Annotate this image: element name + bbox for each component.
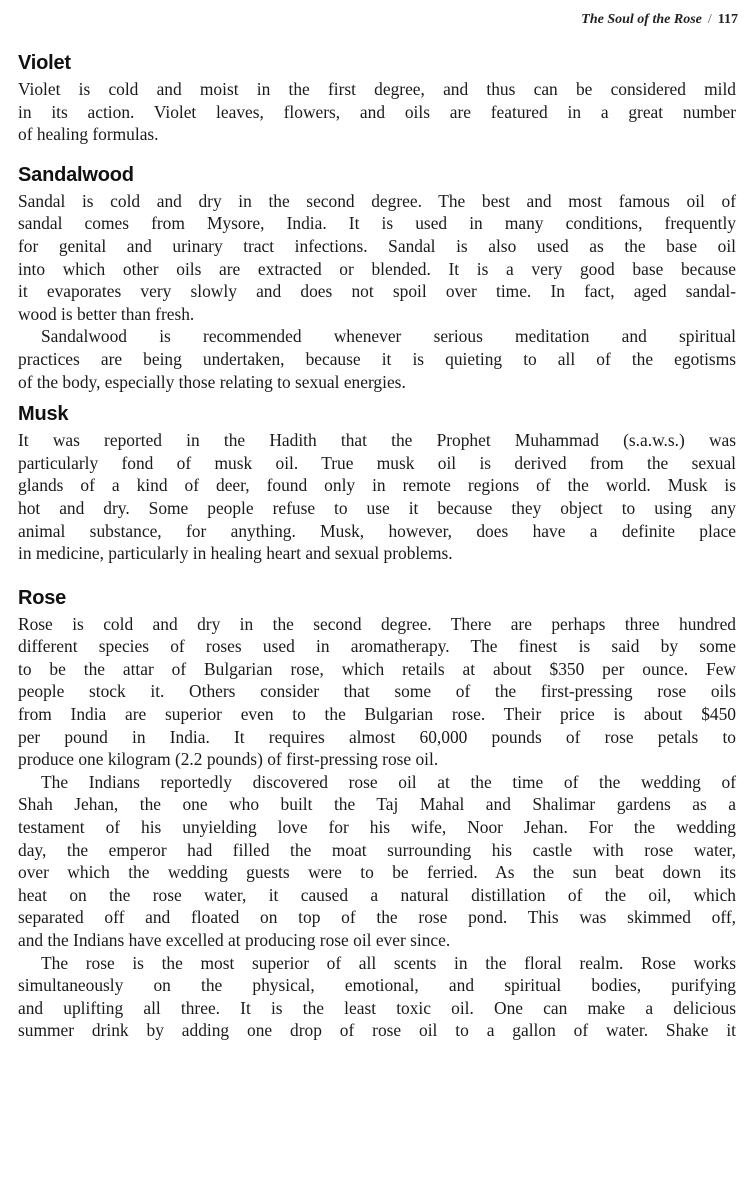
text-line: day, the emperor had filled the moat surrounding his castle with rose water, xyxy=(18,839,736,860)
paragraph xyxy=(18,771,736,952)
section-gap xyxy=(18,146,736,160)
text-line: in its action. Violet leaves, flowers, and oils are featured in a great number xyxy=(18,101,736,122)
section-sandalwood xyxy=(18,160,736,393)
text-line: wood is better than fresh. xyxy=(18,303,195,324)
text-line: different species of roses used in aromatherapy. The finest is said by some xyxy=(18,636,736,657)
text-line: to be the attar of Bulgarian rose, which retails at about $350 per ounce. Few xyxy=(18,658,736,679)
paragraph xyxy=(18,952,736,1042)
text-line: sandal comes from Mysore, India. It is used in many conditions, frequently xyxy=(18,213,736,234)
section-gap xyxy=(18,565,736,583)
text-line: of healing formulas. xyxy=(18,124,159,145)
running-head xyxy=(581,12,738,28)
running-head-title: The Soul of the Rose xyxy=(581,12,702,27)
paragraph xyxy=(18,190,736,326)
text-line: of the body, especially those relating to sexual energies. xyxy=(18,371,406,392)
section-violet xyxy=(18,48,736,146)
text-line: and uplifting all three. It is the least toxic oil. One can make a delicious xyxy=(18,997,736,1018)
text-line: it evaporates very slowly and does not spoil over time. In fact, aged sandal- xyxy=(18,281,736,302)
text-line: in medicine, particularly in healing heart and sexual problems. xyxy=(18,543,453,564)
text-line: heat on the rose water, it caused a natural distillation of the oil, which xyxy=(18,884,736,905)
text-line: per pound in India. It requires almost 60,000 pounds of rose petals to xyxy=(18,726,736,747)
text-line: Sandalwood is recommended whenever serious meditation and spiritual xyxy=(41,326,736,347)
text-line: produce one kilogram (2.2 pounds) of first-pressing rose oil. xyxy=(18,749,439,770)
text-line: summer drink by adding one drop of rose oil to a gallon of water. Shake it xyxy=(18,1020,736,1041)
paragraph xyxy=(18,429,736,565)
text-line: practices are being undertaken, because it is quieting to all of the egotisms xyxy=(18,348,736,369)
text-line: glands of a kind of deer, found only in remote regions of the world. Musk is xyxy=(18,475,736,496)
text-line: It was reported in the Hadith that the Prophet Muhammad (s.a.w.s.) was xyxy=(18,430,736,451)
text-line: for genital and urinary tract infections. Sandal is also used as the base oil xyxy=(18,235,736,256)
section-musk xyxy=(18,399,736,565)
section-heading: Sandalwood xyxy=(18,163,134,186)
text-line: simultaneously on the physical, emotional, and spiritual bodies, purifying xyxy=(18,975,736,996)
text-line: testament of his unyielding love for his wife, Noor Jehan. For the wedding xyxy=(18,817,736,838)
text-line: into which other oils are extracted or blended. It is a very good base because xyxy=(18,258,736,279)
running-head-separator: / xyxy=(707,12,712,27)
text-line: animal substance, for anything. Musk, however, does have a definite place xyxy=(18,520,736,541)
paragraph xyxy=(18,325,736,393)
paragraph xyxy=(18,78,736,146)
text-line: The Indians reportedly discovered rose oil at the time of the wedding of xyxy=(41,771,736,792)
section-rose xyxy=(18,583,736,1042)
text-line: from India are superior even to the Bulgarian rose. Their price is about $450 xyxy=(18,704,736,725)
paragraph xyxy=(18,613,736,771)
text-line: Rose is cold and dry in the second degree. There are perhaps three hundred xyxy=(18,613,736,634)
text-line: Violet is cold and moist in the first degree, and thus can be considered mild xyxy=(18,79,736,99)
text-line: over which the wedding guests were to be ferried. As the sun beat down its xyxy=(18,862,736,883)
text-line: separated off and floated on top of the rose pond. This was skimmed off, xyxy=(18,907,736,928)
section-heading: Violet xyxy=(18,52,71,74)
section-heading: Musk xyxy=(18,403,69,426)
section-heading: Rose xyxy=(18,586,67,609)
text-line: Sandal is cold and dry in the second degree. The best and most famous oil of xyxy=(18,190,736,211)
text-line: hot and dry. Some people refuse to use it because they object to using any xyxy=(18,497,736,518)
text-line: Shah Jehan, the one who built the Taj Mahal and Shalimar gardens as a xyxy=(18,794,736,815)
page-number: 117 xyxy=(717,12,738,27)
text-line: particularly fond of musk oil. True musk oil is derived from the sexual xyxy=(18,452,736,473)
page-body xyxy=(18,48,736,1042)
text-line: and the Indians have excelled at producing rose oil ever since. xyxy=(18,930,451,950)
text-line: people stock it. Others consider that some of the first-pressing rose oils xyxy=(18,681,736,702)
text-line: The rose is the most superior of all scents in the floral realm. Rose works xyxy=(41,952,736,973)
